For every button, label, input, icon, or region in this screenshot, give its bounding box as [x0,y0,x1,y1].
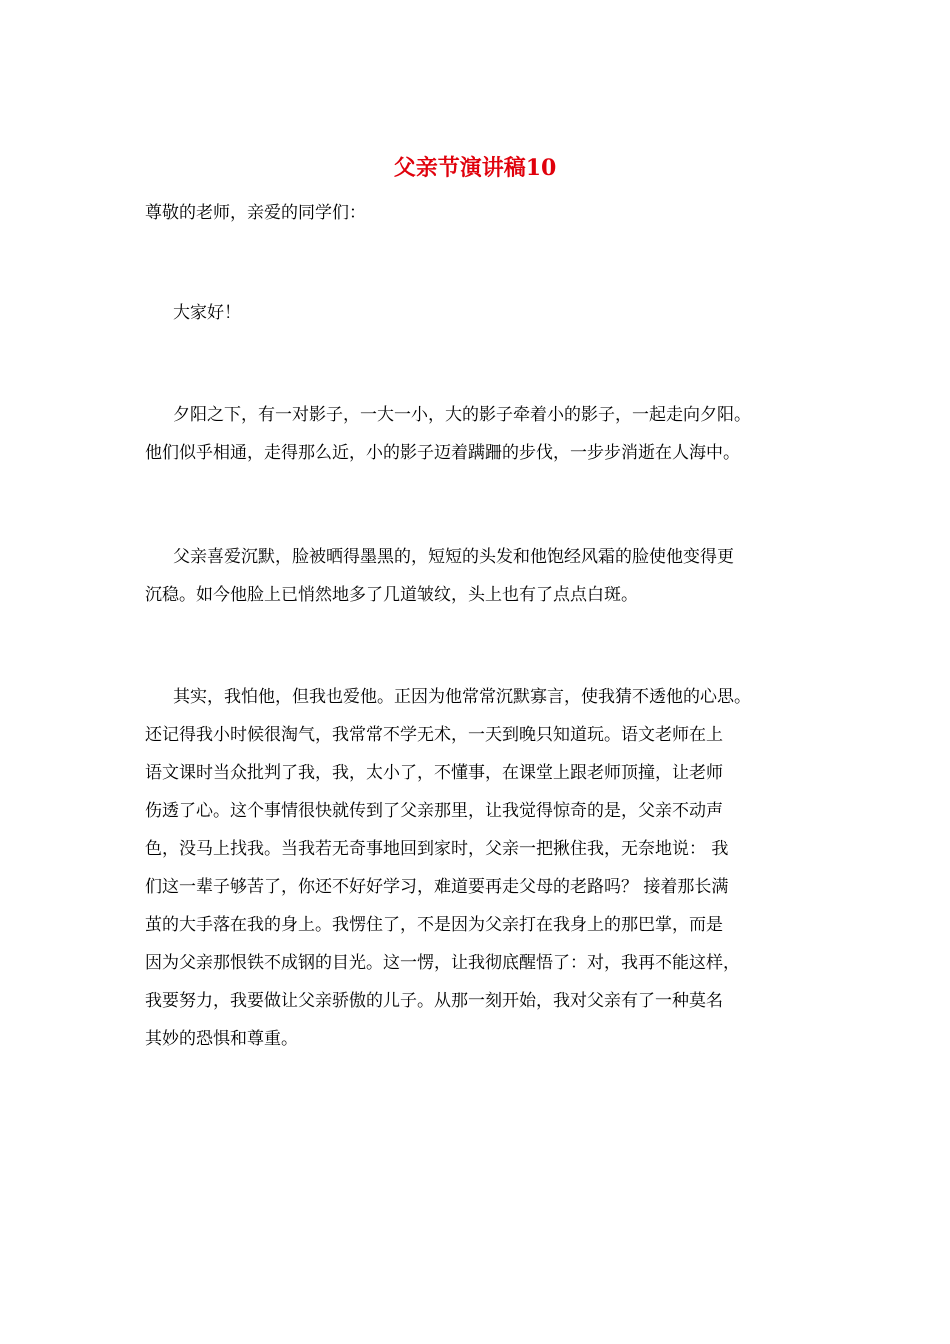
paragraph-3-line-8: 因为父亲那恨铁不成钢的目光。这一愣，让我彻底醒悟了：对，我再不能这样， [145,953,740,973]
paragraph-2-line-1: 父亲喜爱沉默，脸被晒得墨黑的，短短的头发和他饱经风霜的脸使他变得更 [173,547,734,567]
paragraph-1-line-2: 他们似乎相通，走得那么近，小的影子迈着蹒跚的步伐，一步步消逝在人海中。 [145,443,740,463]
paragraph-3-line-10: 其妙的恐惧和尊重。 [145,1029,298,1049]
paragraph-3-line-2: 还记得我小时候很淘气，我常常不学无术，一天到晚只知道玩。语文老师在上 [145,725,723,745]
paragraph-3-line-5: 色，没马上找我。当我若无奇事地回到家时，父亲一把揪住我，无奈地说： 我 [145,839,729,859]
greeting: 大家好！ [173,303,241,323]
salutation: 尊敬的老师，亲爱的同学们： [145,203,366,223]
paragraph-1-line-1: 夕阳之下，有一对影子，一大一小，大的影子牵着小的影子，一起走向夕阳。 [173,405,751,425]
paragraph-2-line-2: 沉稳。如今他脸上已悄然地多了几道皱纹，头上也有了点点白斑。 [145,585,638,605]
paragraph-3-line-9: 我要努力，我要做让父亲骄傲的儿子。从那一刻开始，我对父亲有了一种莫名 [145,991,723,1011]
paragraph-3-line-3: 语文课时当众批判了我，我，太小了，不懂事，在课堂上跟老师顶撞，让老师 [145,763,723,783]
paragraph-3-line-4: 伤透了心。这个事情很快就传到了父亲那里，让我觉得惊奇的是，父亲不动声 [145,801,723,821]
paragraph-3-line-1: 其实，我怕他，但我也爱他。正因为他常常沉默寡言，使我猜不透他的心思。 [173,687,751,707]
document-title: 父亲节演讲稿10 [393,155,557,181]
paragraph-3-line-6: 们这一辈子够苦了，你还不好好学习，难道要再走父母的老路吗？ 接着那长满 [145,877,729,897]
paragraph-3-line-7: 茧的大手落在我的身上。我愣住了，不是因为父亲打在我身上的那巴掌，而是 [145,915,723,935]
